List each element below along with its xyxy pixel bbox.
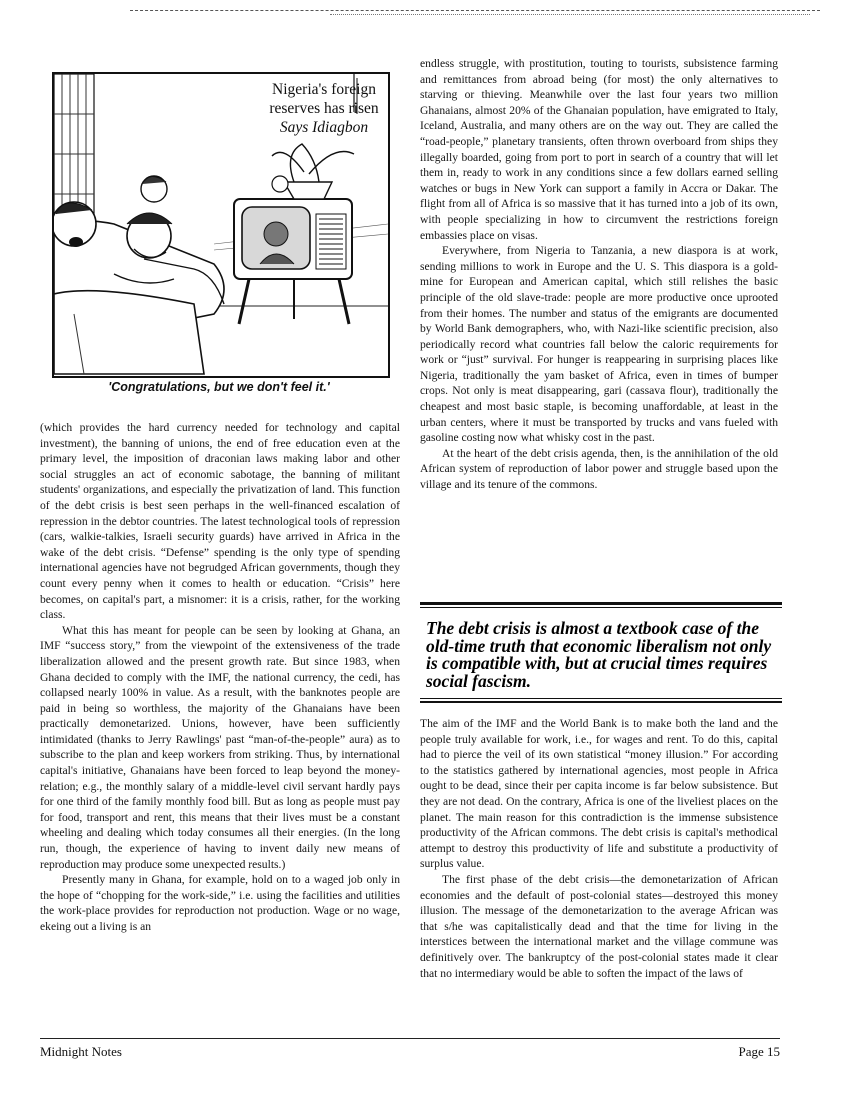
cartoon-tv-caption (264, 80, 384, 137)
top-dashed-rule (130, 10, 820, 11)
cartoon-illustration (52, 72, 390, 378)
tv-caption-line-1: Nigeria's foreign (272, 81, 376, 98)
left-paragraph-3: Presently many in Ghana, for example, hold on to a waged job only in the hope of “chopping for the work-side,” i.e. using the facilities and utilities the work-place provides for reproduction not production. Wage or no wage, ekeing out a living is an (40, 873, 400, 933)
left-paragraph-2: What this has meant for people can be seen by looking at Ghana, an IMF “success story,” from the viewpoint of the extensiveness of the trade liberalization allowed and the present growth rate. But since 1983, when Ghana decided to comply with the IMF, the national currency, the cedi, has collapsed nearly 100% in value. As a result, with the banknotes people are paid in being so worthless, the majority of the Ghanaians have been practically demonetarized. Unions, however, have been sufficiently intimidated (thanks to Jerry Rawlings' past “man-of-the-people” aura) as to subscribe to the plan and keep workers from striking. Thus, by international capital's initiative, Ghanaians have been forced to leap beyond the money-relation; e.g., the monthly salary of a middle-level civil servant hardly pays for one third of the family monthly food bill. But as long as people must pay for food, transport and rent, this means that their lives must be a constant wheeling and dealing which today consumes all their energies. (In the long run, though, the experience of having to invent daily new means of reproduction may produce some unexpected results.) (40, 623, 400, 871)
footer-publication: Midnight Notes (40, 1044, 122, 1059)
pull-quote-rule-top (420, 602, 782, 605)
right-bottom-paragraph-1: The aim of the IMF and the World Bank is to make both the land and the people truly available for work, i.e., for wages and rent. To do this, capital had to pierce the veil of its own statistical “money illusion.” For according to the statistics gathered by international agencies, most people in Africa ought to be dead, since their per capita income is far below subsistence. But they are not dead. On the contrary, Africa is one of the liveliest places on the planet. The main reason for this contradiction is the immense subsistence productivity of the African commons. The debt crisis is capital's methodical attempt to destroy this productivity of life and substitute a productivity of surplus value. (420, 717, 778, 871)
left-paragraph-1: (which provides the hard currency needed for technology and capital investment), the banning of unions, the end of free education even at the primary level, the imposition of draconian laws making labor and other social struggles an act of economic sabotage, the banning of militant students' organizations, and especially the privatization of land. This function of the debt crisis is best seen perhaps in the well-financed escalation of repression in the debtor countries. The latest technological tools of repression (cars, walkie-talkies, Israeli security guards) have arrived in Africa in the wake of the debt crisis. “Defense” spending is the only type of spending international agencies have not begrudged African governments, though they count every penny when it comes to health or education. “Crisis” here becomes, on capital's part, a misnomer: it is a crisis, rather, for the working class. (40, 421, 400, 622)
tv-caption-line-3: Says Idiagbon (279, 119, 369, 136)
right-top-paragraph-2: Everywhere, from Nigeria to Tanzania, a new diaspora is at work, sending millions to work in Europe and the U. S. This diaspora is a gold-mine for European and American capital, which still relishes the basic principle of the old slave-trade: people are more productive once uprooted from their homes. The number and status of the emigrants are documented by World Bank demographers, who, with Nazi-like scientific precision, also periodically record what countries fall below the caloric requirements for work or “just” survival. For hunger is reappearing in surprising places like Nigeria, traditionally the yam basket of Africa, even in times of bumper crops. Not only is meat disappearing, gari (cassava flour), traditionally the cheapest and most basic staple, is becoming unaffordable, at least in the urban centers, where it must be transported by trucks and vans fueled with gasoline costing now what whisky cost in the past. (420, 244, 778, 445)
right-top-paragraph-1: endless struggle, with prostitution, touting to tourists, subsistence farming and remittances from abroad being (for most) the only alternatives to starving or thieving. Meanwhile over the last four years two million Ghanaians, almost 20% of the Ghanaian population, have emigrated to Italy, Iceland, Australia, and many others are on the way out. They are called the “road-people,” planetary transients, often thrown overboard from ships they illegally boarded, going from port to port in search of a country that will let them in, ready to work in any conditions since a few dollars earned selling watches or bugs in New York can support a family in Accra or Dakar. The flight from all of Africa is so massive that it has turned into a job of its own, with people specializing in how to circumvent the restrictions foreign embassies place on visas. (420, 57, 778, 242)
pull-quote-rule-top-thin (420, 607, 782, 608)
pull-quote-rule-bottom (420, 701, 782, 703)
right-column-bottom (420, 716, 778, 981)
pull-quote-rule-bottom-thin (420, 698, 782, 699)
right-top-paragraph-3: At the heart of the debt crisis agenda, then, is the annihilation of the old African system of reproduction of labor power and struggle based upon the village and its tenure of the commons. (420, 446, 778, 492)
left-column (40, 420, 400, 935)
pull-quote: The debt crisis is almost a textbook case of the old-time truth that economic liberalism not only is compatible with, but at crucial times requires social fascism. (426, 618, 772, 691)
right-bottom-paragraph-2: The first phase of the debt crisis—the demonetarization of African economies and the default of post-colonial states—destroyed this money illusion. The message of the demonetarization to the average African was that s/he was capitalistically dead and that the time for living in the interstices between the international market and the village commune was definitively over. The bankruptcy of the post-colonial states made it clear that no intermediary would be able to soften the impact of the laws of (420, 872, 778, 980)
right-column-top (420, 56, 778, 493)
tv-caption-line-2: reserves has risen (269, 100, 379, 117)
footer-rule (40, 1038, 780, 1039)
cartoon-caption: 'Congratulations, but we don't feel it.' (108, 380, 330, 394)
page-number: Page 15 (738, 1044, 780, 1059)
top-dotted-rule (330, 14, 810, 15)
